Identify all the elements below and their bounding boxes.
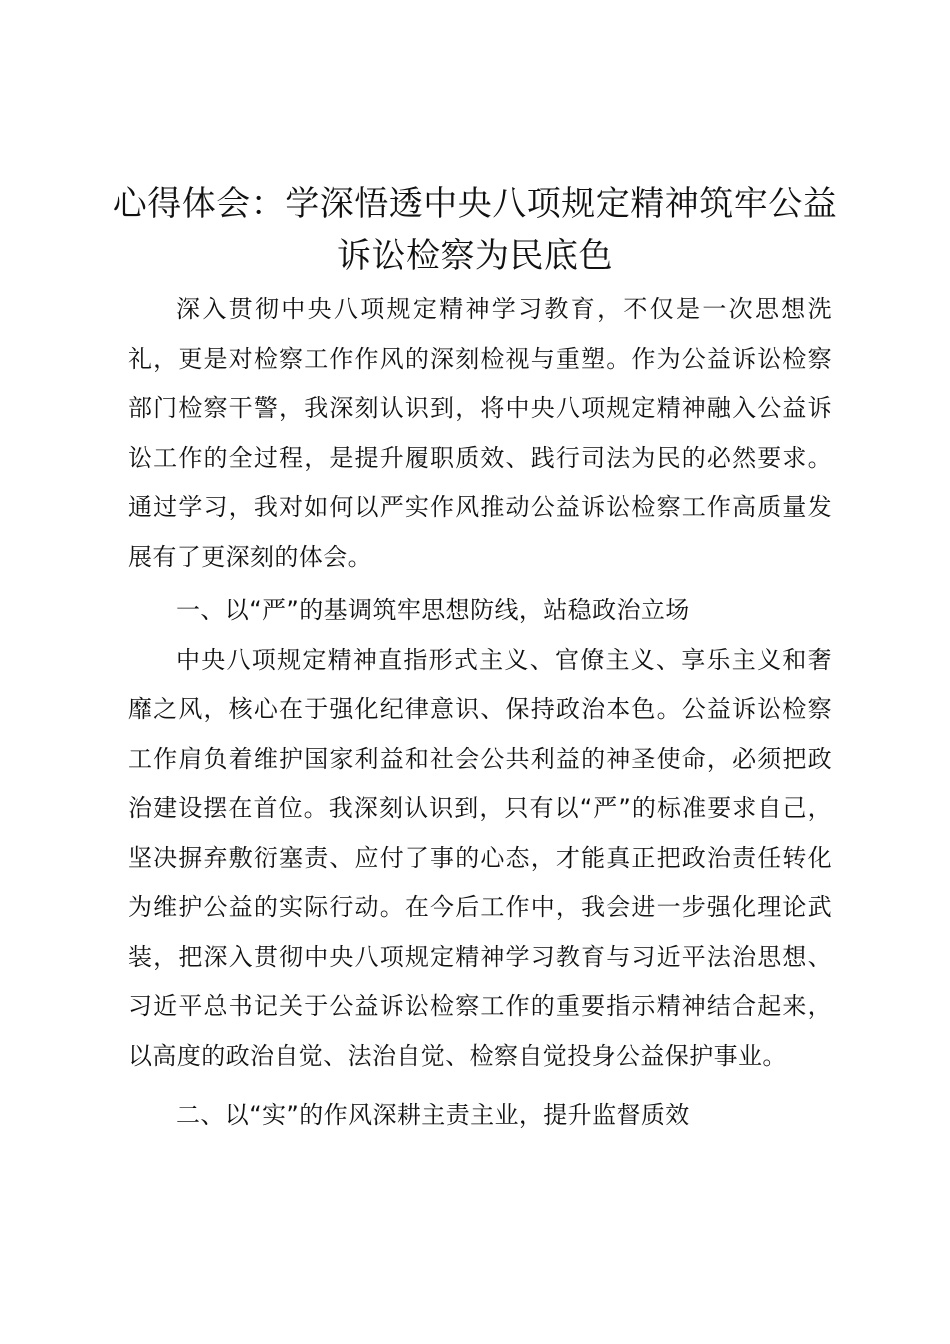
section-heading-2: 二、以“实”的作风深耕主责主业，提升监督质效 [176, 1101, 690, 1129]
document-title: 心得体会：学深悟透中央八项规定精神筑牢公益诉讼检察为民底色 [112, 184, 838, 276]
document-body [128, 285, 832, 1141]
intro-paragraph: 深入贯彻中央八项规定精神学习教育，不仅是一次思想洗礼，更是对检察工作作风的深刻检视与重塑。作为公益诉讼检察部门检察干警，我深刻认识到，将中央八项规定精神融入公益诉讼工作的全过程，是提升履职质效、践行司法为民的必然要求。通过学习，我对如何以严实作风推动公益诉讼检察工作高质量发展有了更深刻的体会。 [128, 295, 832, 571]
section-1-paragraph: 中央八项规定精神直指形式主义、官僚主义、享乐主义和奢靡之风，核心在于强化纪律意识、保持政治本色。公益诉讼检察工作肩负着维护国家利益和社会公共利益的神圣使命，必须把政治建设摆在首位。我深刻认识到，只有以“严”的标准要求自己，坚决摒弃敷衍塞责、应付了事的心态，才能真正把政治责任转化为维护公益的实际行动。在今后工作中，我会进一步强化理论武装，把深入贯彻中央八项规定精神学习教育与习近平法治思想、习近平总书记关于公益诉讼检察工作的重要指示精神结合起来，以高度的政治自觉、法治自觉、检察自觉投身公益保护事业。 [128, 645, 832, 1070]
section-heading-1: 一、以“严”的基调筑牢思想防线，站稳政治立场 [176, 596, 690, 624]
